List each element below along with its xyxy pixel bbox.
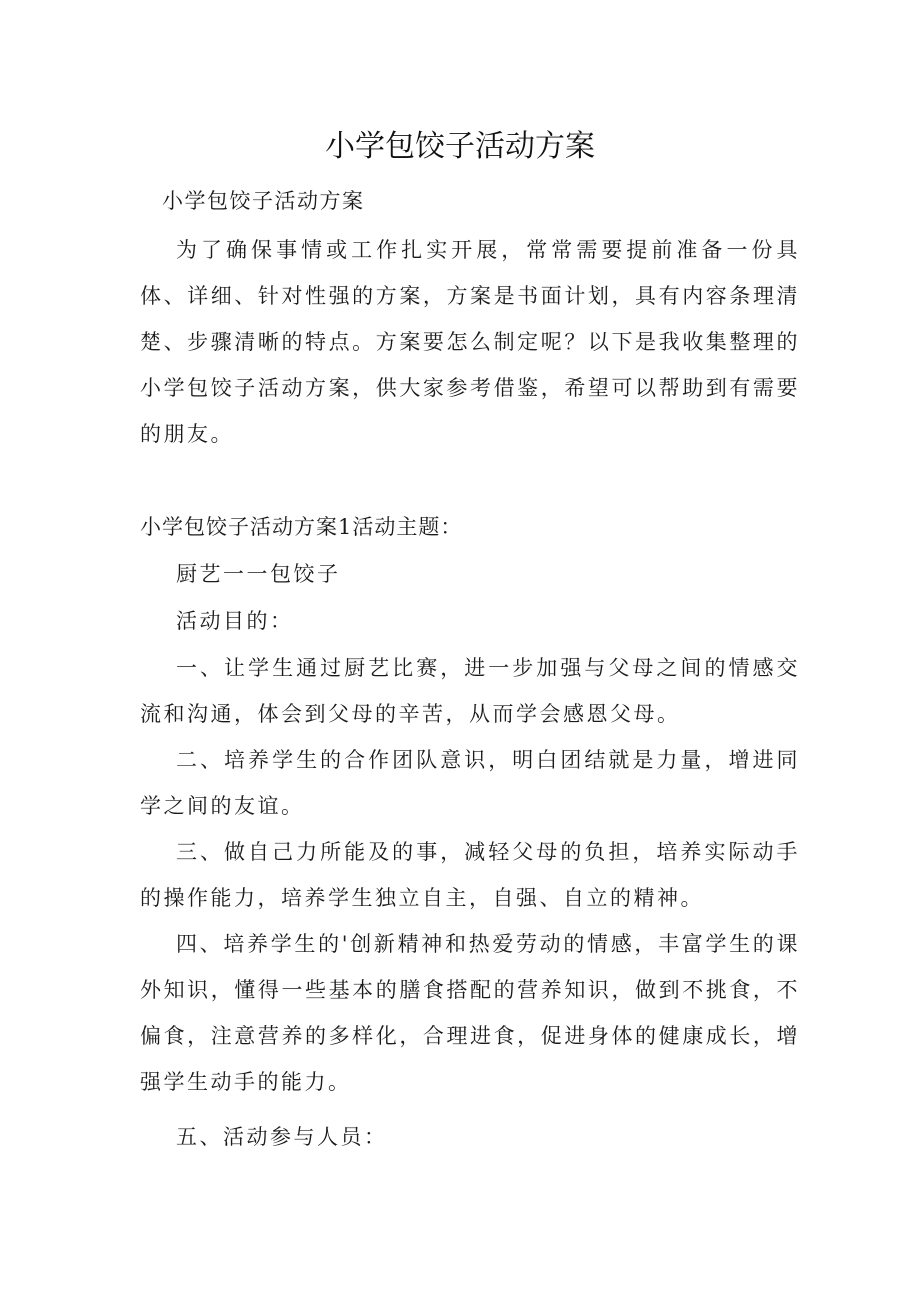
intro-paragraph: 为了确保事情或工作扎实开展，常常需要提前准备一份具体、详细、针对性强的方案，方案是书面计划，具有内容条理清楚、步骤清晰的特点。方案要怎么制定呢？以下是我收集整理的小学包饺子活动方案，供大家参考借鉴，希望可以帮助到有需要的朋友。 [140,238,800,446]
document-title: 小学包饺子活动方案 [325,129,595,164]
document-subtitle: 小学包饺子活动方案 [162,189,365,213]
goal-item-3: 三、做自己力所能及的事，减轻父母的负担，培养实际动手的操作能力，培养学生独立自主，自强、自立的精神。 [140,840,800,910]
goal-item-1: 一、让学生通过厨艺比赛，进一步加强与父母之间的情感交流和沟通，体会到父母的辛苦，从而学会感恩父母。 [140,656,800,726]
section-heading: 小学包饺子活动方案1活动主题： [140,515,463,539]
goal-label: 活动目的： [176,609,294,633]
goal-item-5: 五、活动参与人员： [176,1125,388,1149]
goal-item-2: 二、培养学生的合作团队意识，明白团结就是力量，增进同学之间的友谊。 [140,748,800,818]
goal-item-4: 四、培养学生的'创新精神和热爱劳动的情感，丰富学生的课外知识，懂得一些基本的膳食搭配的营养知识，做到不挑食，不偏食，注意营养的多样化，合理进食，促进身体的健康成长，增强学生动手的能力。 [140,932,800,1094]
activity-theme: 厨艺一一包饺子 [176,562,341,586]
